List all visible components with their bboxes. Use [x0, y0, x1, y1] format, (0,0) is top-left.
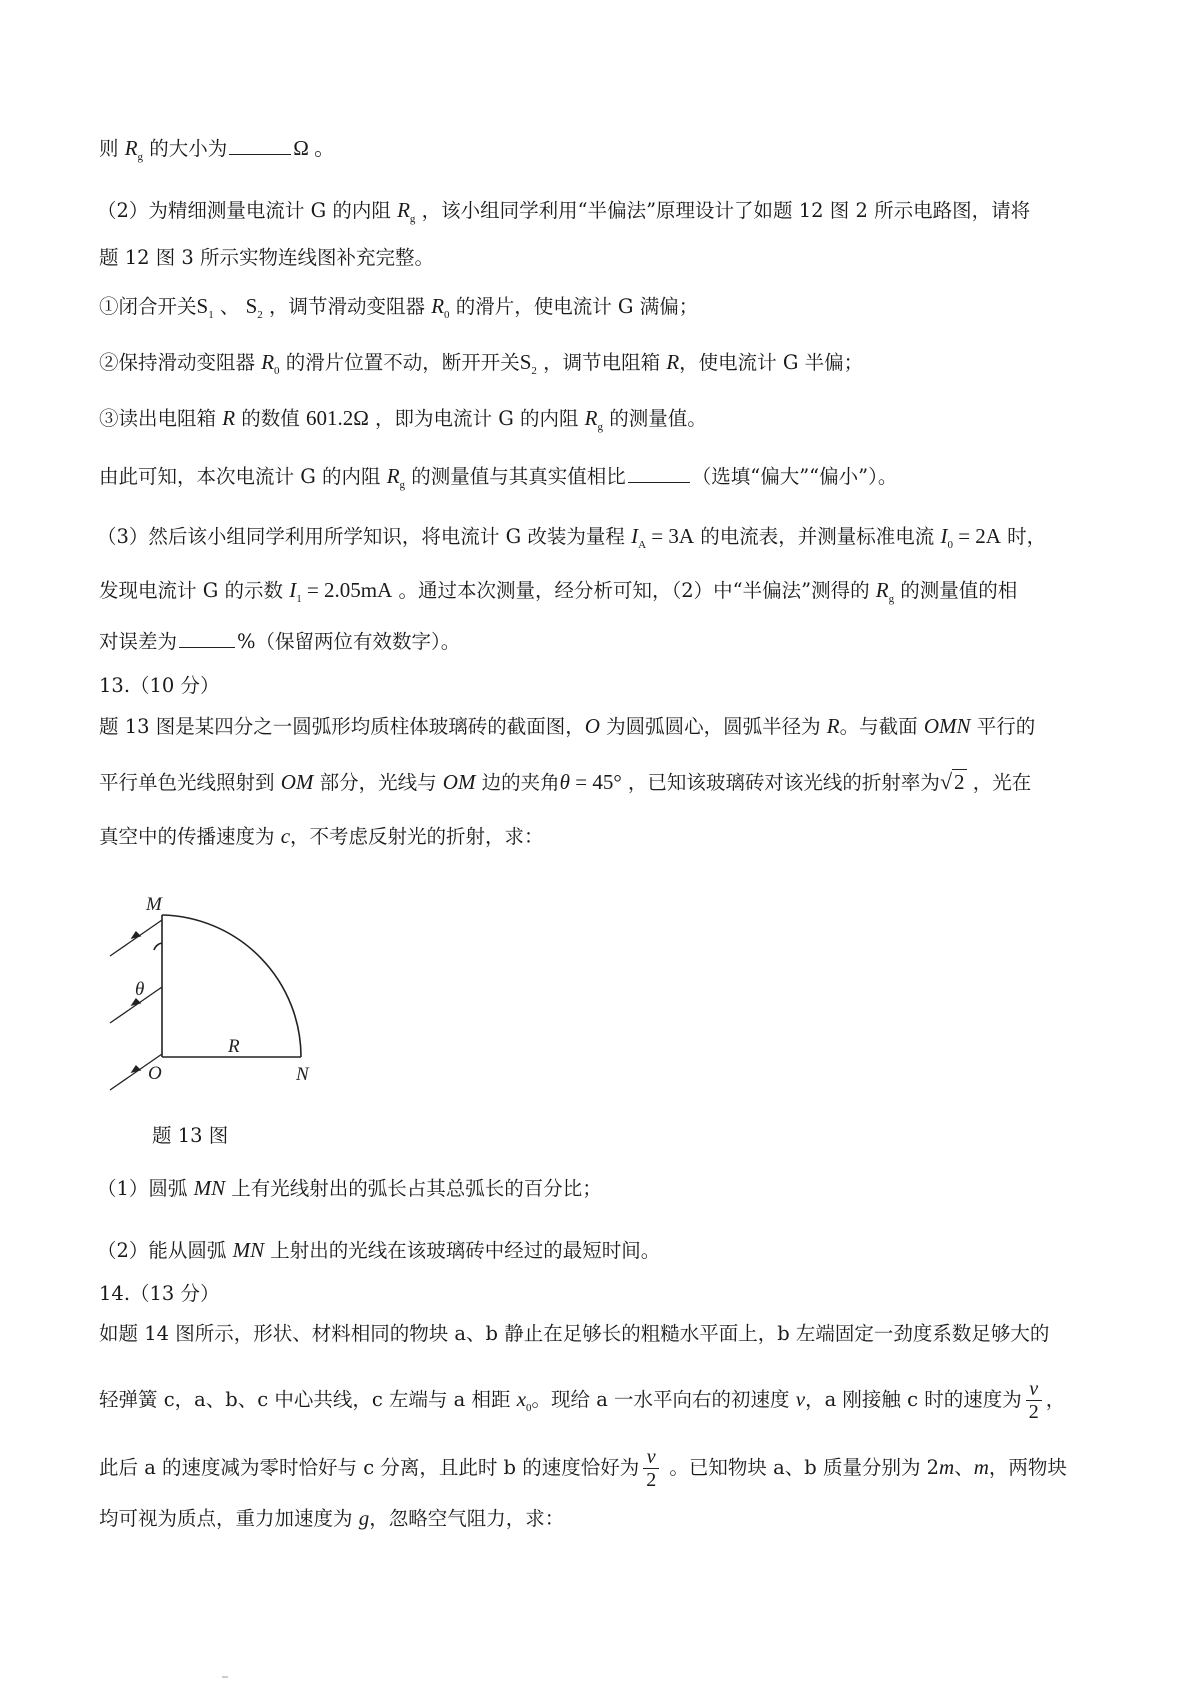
answer-blank[interactable]	[179, 629, 235, 648]
text: ，该小组同学利用“半偏法”原理设计了如题 12 图 2 所示电路图，请将	[415, 199, 1031, 222]
text: （3）然后该小组同学利用所学知识，将电流计 G 改装为量程	[97, 525, 632, 548]
arrow-head-1	[132, 932, 140, 938]
arrow-head-3	[132, 1066, 140, 1072]
text: ，	[1045, 1388, 1066, 1411]
text: 时，	[1000, 525, 1047, 548]
question-14-header: 14.（13 分）	[99, 1282, 220, 1305]
var-s2: $S_2$	[519, 350, 537, 377]
text: 的测量值的相	[894, 579, 1018, 602]
page-footer-mark	[222, 1676, 228, 1678]
sqrt-expression: √2	[939, 769, 965, 794]
step-1	[99, 292, 698, 321]
text: 。与截面	[839, 715, 924, 738]
fraction-v-over-2: $\frac{v}{2}$	[1026, 1378, 1042, 1423]
text: 轻弹簧 c，a、b、c 中心共线，c 左端与 a 相距	[99, 1388, 517, 1411]
conclusion-line	[99, 462, 897, 491]
var-rg: $R_g$	[875, 578, 895, 605]
text: 由此可知，本次电流计 G 的内阻	[99, 465, 387, 488]
text: 、	[213, 295, 246, 318]
light-ray-1	[110, 920, 162, 956]
var-rg: $R_g$	[584, 406, 603, 433]
text: 。通过本次测量，经分析可知，（2）中“半偏法”测得的	[392, 579, 876, 602]
var-m: m	[973, 1455, 989, 1479]
text: ，两物块	[988, 1456, 1067, 1479]
var-r0: $R_0$	[261, 350, 280, 377]
figure-13-diagram	[96, 860, 316, 1110]
var-o: O	[584, 714, 600, 738]
text: ，光在	[966, 771, 1032, 794]
q12-part3-line2	[99, 576, 1017, 605]
text: ，即为电流计 G 的内阻	[368, 407, 585, 430]
text: 上有光线射出的弧长占其总弧长的百分比；	[225, 1177, 602, 1200]
text: ，已知该玻璃砖对该光线的折射率为	[621, 771, 940, 794]
text: ，a 刚接触 c 时的速度为	[805, 1388, 1022, 1411]
text: 真空中的传播速度为	[99, 825, 281, 848]
text: ②保持滑动变阻器	[99, 351, 262, 374]
text: 的电流表，并测量标准电流	[694, 525, 941, 548]
text: 。已知物块 a、b 质量分别为 2	[663, 1456, 940, 1479]
q12-part2-line2	[99, 244, 434, 272]
text: 的滑片位置不动，断开开关	[279, 351, 520, 374]
text: 平行的	[970, 715, 1036, 738]
text: 的数值	[235, 407, 306, 430]
var-mn: MN	[232, 1238, 265, 1262]
q12-part3-line3	[99, 628, 460, 656]
text: 发现电流计 G 的示数	[99, 579, 290, 602]
text: ，调节电阻箱	[536, 351, 667, 374]
q13-part2	[97, 1236, 660, 1265]
text: ①闭合开关	[99, 295, 197, 318]
label-m: M	[146, 894, 162, 915]
text: 均可视为质点，重力加速度为	[99, 1507, 359, 1530]
label-theta: θ	[135, 979, 145, 1000]
q14-stem-line4	[99, 1504, 564, 1533]
text: ，忽略空气阻力，求：	[369, 1507, 565, 1530]
var-om: OM	[442, 770, 476, 794]
text: 、	[954, 1456, 974, 1479]
var-i0: $I_0$	[940, 524, 953, 551]
var-s1: $S_1$	[196, 294, 214, 321]
var-omn: OMN	[923, 714, 971, 738]
q14-stem-line3	[99, 1446, 1067, 1491]
text: 则	[99, 137, 119, 160]
q12-part2-line1	[97, 196, 1030, 225]
var-r: R	[222, 406, 236, 430]
text: 部分，光线与	[313, 771, 443, 794]
var-rg: $R_g$	[124, 136, 144, 163]
text: （2）为精细测量电流计 G 的内阻	[97, 199, 398, 222]
text: 的测量值。	[603, 407, 707, 430]
equation: = 2A	[952, 524, 1001, 548]
label-r: R	[228, 1036, 240, 1057]
question-13-header: 13.（10 分）	[99, 674, 220, 697]
label-o: O	[148, 1063, 162, 1084]
step-3	[99, 404, 707, 433]
q13-stem-line2	[99, 768, 1031, 797]
text: 边的夹角	[475, 771, 560, 794]
q12-part3-line1	[97, 522, 1046, 551]
text: ，不考虑反射光的折射，求：	[290, 825, 544, 848]
var-r: R	[826, 714, 840, 738]
q13-stem-line1	[99, 712, 1035, 741]
text: 如题 14 图所示，形状、材料相同的物块 a、b 静止在足够长的粗糙水平面上，b 左端固定一劲度系数足够大的	[99, 1322, 1050, 1345]
q13-part1	[97, 1174, 602, 1203]
var-r: R	[666, 350, 680, 374]
text: %（保留两位有效数字）。	[237, 630, 461, 653]
answer-blank[interactable]	[229, 136, 291, 155]
label-n: N	[296, 1064, 309, 1085]
var-s2: $S_2$	[245, 294, 263, 321]
equation: = 45°	[569, 770, 622, 794]
text: ③读出电阻箱	[99, 407, 223, 430]
value: 601.2Ω	[305, 406, 369, 430]
fraction-v-over-2: $\frac{v}{2}$	[643, 1446, 659, 1491]
text: （选填“偏大”“偏小”）。	[691, 465, 898, 488]
var-i1: $I_1$	[289, 578, 302, 605]
var-g: g	[358, 1506, 370, 1530]
text: 对误差为	[99, 630, 178, 653]
text: 此后 a 的速度减为零时恰好与 c 分离，且此时 b 的速度恰好为	[99, 1456, 640, 1479]
var-c: c	[280, 824, 291, 848]
text: ，调节滑动变阻器	[262, 295, 432, 318]
q14-stem-line2	[99, 1378, 1065, 1423]
text: 。现给 a 一水平向右的初速度	[531, 1388, 796, 1411]
q14-stem-line1	[99, 1320, 1049, 1348]
text: 平行单色光线照射到	[99, 771, 281, 794]
text: 的大小为	[149, 137, 228, 160]
text: 上射出的光线在该玻璃砖中经过的最短时间。	[264, 1239, 661, 1262]
text: 题 12 图 3 所示实物连线图补充完整。	[99, 246, 435, 269]
var-r0: $R_0$	[431, 294, 450, 321]
var-mn: MN	[193, 1176, 226, 1200]
var-x0: $x_0$	[516, 1387, 532, 1414]
var-om: OM	[280, 770, 314, 794]
unit: Ω 。	[293, 136, 336, 160]
var-v: v	[795, 1387, 806, 1411]
text: （1）圆弧	[97, 1177, 194, 1200]
step-2	[99, 348, 863, 377]
figure-13-caption: 题 13 图	[152, 1124, 229, 1147]
equation: = 3A	[646, 524, 695, 548]
q13-stem-line3	[99, 822, 544, 851]
var-ia: $I_A$	[631, 524, 647, 551]
text: 的滑片，使电流计 G 满偏；	[449, 295, 699, 318]
answer-blank[interactable]	[628, 464, 690, 483]
text: 的测量值与其真实值相比	[405, 465, 626, 488]
angle-arc	[154, 943, 162, 950]
equation: = 2.05mA	[301, 578, 393, 602]
var-theta: θ	[559, 770, 570, 794]
text: 题 13 图是某四分之一圆弧形均质柱体玻璃砖的截面图，	[99, 715, 585, 738]
text: 为圆弧圆心，圆弧半径为	[599, 715, 827, 738]
var-m: m	[939, 1455, 955, 1479]
var-rg: $R_g$	[397, 198, 416, 225]
line-rg-value	[99, 134, 335, 163]
text: （2）能从圆弧	[97, 1239, 233, 1262]
var-rg: $R_g$	[386, 464, 406, 491]
text: ，使电流计 G 半偏；	[679, 351, 864, 374]
